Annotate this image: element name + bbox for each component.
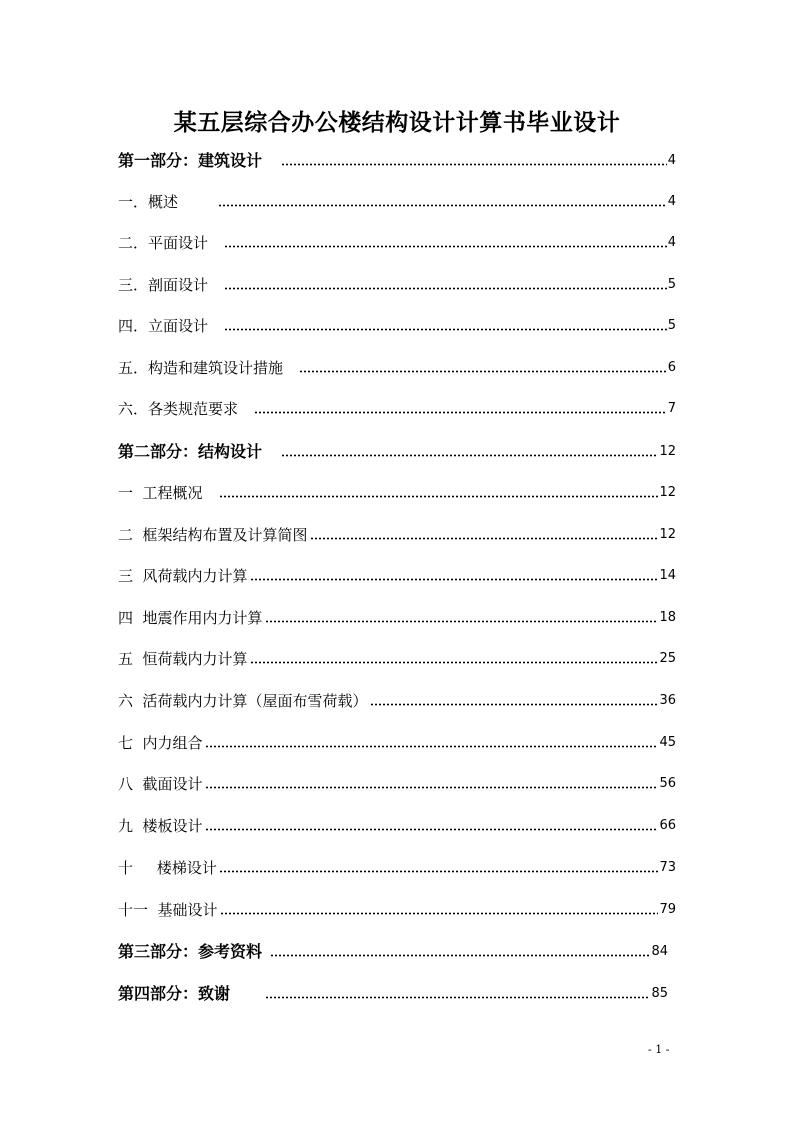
toc-entry-page: 85 xyxy=(651,986,668,1001)
page-number-footer: - 1 - xyxy=(648,1043,670,1056)
toc-entry-label: 八 截面设计 xyxy=(118,775,203,793)
toc-entry-page: 84 xyxy=(651,944,668,959)
toc-entry-page: 4 xyxy=(667,194,676,209)
toc-dot-leader xyxy=(250,578,659,581)
toc-dot-leader xyxy=(205,745,659,748)
toc-entry-page: 73 xyxy=(659,860,676,875)
toc-entry-page: 66 xyxy=(659,818,676,833)
toc-entry-page: 12 xyxy=(659,444,676,459)
toc-entry[interactable] xyxy=(118,938,668,962)
toc-entry-page: 36 xyxy=(659,693,676,708)
toc-entry[interactable] xyxy=(118,729,676,753)
toc-entry-label: 第四部分：致谢 xyxy=(118,984,264,1003)
toc-dot-leader xyxy=(205,828,659,831)
toc-entry-label: 三 风荷载内力计算 xyxy=(118,567,248,585)
toc-dot-leader xyxy=(224,287,666,290)
toc-entry-label: 四．立面设计 xyxy=(118,317,223,335)
toc-dot-leader xyxy=(265,996,650,999)
toc-entry[interactable] xyxy=(118,812,676,836)
toc-dot-leader xyxy=(219,870,659,873)
toc-entry-label: 二 框架结构布置及计算简图 xyxy=(118,526,308,544)
toc-dot-leader xyxy=(370,703,659,706)
toc-entry[interactable] xyxy=(118,854,676,878)
toc-entry[interactable] xyxy=(118,980,668,1004)
toc-entry-page: 56 xyxy=(659,776,676,791)
toc-entry-label: 四 地震作用内力计算 xyxy=(118,609,263,627)
toc-entry-label: 六 活荷载内力计算（屋面布雪荷载） xyxy=(118,692,368,710)
toc-entry-page: 5 xyxy=(667,277,676,292)
toc-entry-label: 二．平面设计 xyxy=(118,234,223,252)
toc-entry[interactable] xyxy=(118,770,676,794)
toc-entry-label: 五 恒荷载内力计算 xyxy=(118,650,248,668)
toc-entry[interactable] xyxy=(118,147,676,171)
toc-dot-leader xyxy=(281,454,659,457)
toc-entry[interactable] xyxy=(118,896,676,920)
toc-entry[interactable] xyxy=(118,645,676,669)
toc-entry-page: 5 xyxy=(667,318,676,333)
toc-entry-page: 12 xyxy=(659,485,676,500)
toc-entry-page: 4 xyxy=(667,235,676,250)
toc-entry[interactable] xyxy=(118,604,676,628)
toc-dot-leader xyxy=(270,954,651,957)
toc-entry[interactable] xyxy=(118,354,676,378)
toc-entry-label: 一．概述 xyxy=(118,193,217,211)
toc-entry[interactable] xyxy=(118,562,676,586)
toc-entry-label: 第二部分：结构设计 xyxy=(118,442,279,461)
toc-entry[interactable] xyxy=(118,188,676,212)
toc-entry-page: 45 xyxy=(659,735,676,750)
toc-dot-leader xyxy=(281,163,667,166)
toc-dot-leader xyxy=(254,411,666,414)
toc-entry-label: 五．构造和建筑设计措施 xyxy=(118,359,298,377)
toc-dot-leader xyxy=(224,245,666,248)
toc-dot-leader xyxy=(219,495,659,498)
toc-entry[interactable] xyxy=(118,521,676,545)
toc-dot-leader xyxy=(310,537,659,540)
toc-entry-page: 14 xyxy=(659,568,676,583)
toc-dot-leader xyxy=(265,620,659,623)
toc-dot-leader xyxy=(224,328,666,331)
toc-dot-leader xyxy=(220,912,659,915)
toc-entry[interactable] xyxy=(118,312,676,336)
toc-entry-label: 三．剖面设计 xyxy=(118,276,223,294)
document-title: 某五层综合办公楼结构设计计算书毕业设计 xyxy=(173,109,621,136)
toc-entry-page: 6 xyxy=(667,360,676,375)
toc-entry-label: 一 工程概况 xyxy=(118,484,217,502)
toc-entry-page: 7 xyxy=(667,401,676,416)
toc-entry-page: 79 xyxy=(659,902,676,917)
toc-entry-page: 25 xyxy=(659,651,676,666)
toc-entry[interactable] xyxy=(118,438,676,462)
toc-entry-page: 4 xyxy=(667,153,676,168)
toc-entry[interactable] xyxy=(118,271,676,295)
toc-entry[interactable] xyxy=(118,229,676,253)
toc-entry-label: 十 楼梯设计 xyxy=(118,859,217,877)
toc-entry-label: 第一部分：建筑设计 xyxy=(118,151,279,170)
toc-dot-leader xyxy=(218,204,667,207)
toc-entry-label: 六．各类规范要求 xyxy=(118,400,253,418)
toc-entry-label: 第三部分：参考资料 xyxy=(118,942,268,961)
toc-entry-label: 七 内力组合 xyxy=(118,734,203,752)
toc-entry-page: 18 xyxy=(659,610,676,625)
toc-entry[interactable] xyxy=(118,687,676,711)
toc-entry[interactable] xyxy=(118,395,676,419)
toc-dot-leader xyxy=(205,786,659,789)
toc-entry-label: 九 楼板设计 xyxy=(118,817,203,835)
toc-entry-label: 十一 基础设计 xyxy=(118,901,218,919)
toc-entry-page: 12 xyxy=(659,527,676,542)
toc-entry[interactable] xyxy=(118,479,676,503)
toc-dot-leader xyxy=(299,370,666,373)
toc-dot-leader xyxy=(250,661,659,664)
